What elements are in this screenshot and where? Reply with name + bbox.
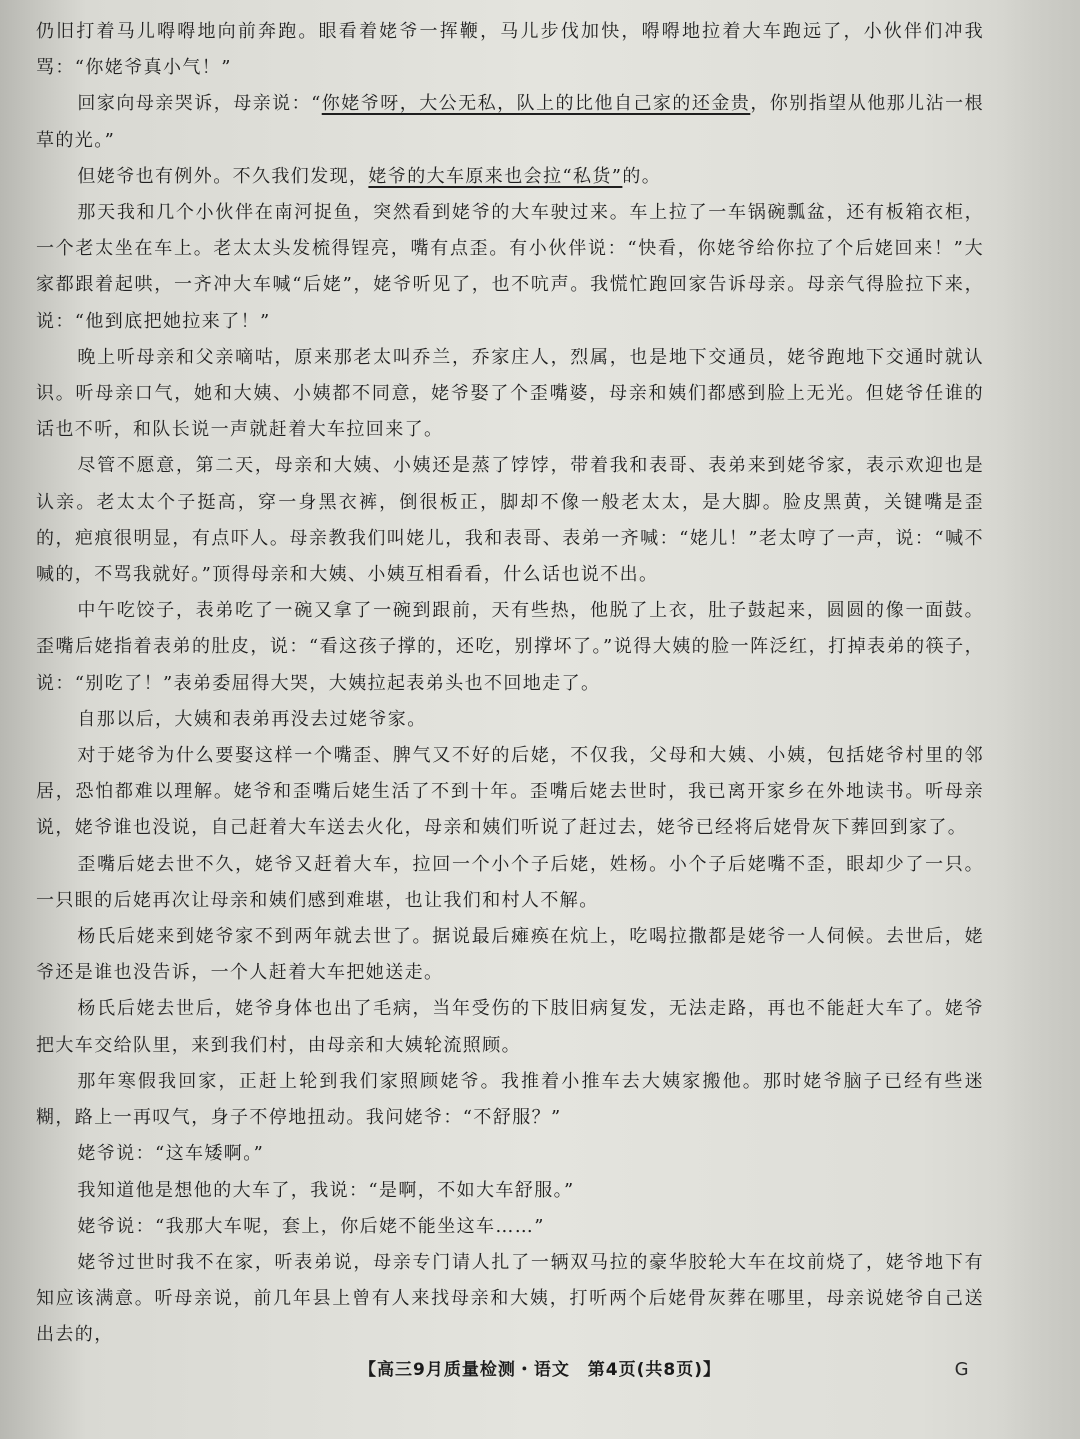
paragraph: 姥爷过世时我不在家，听表弟说，母亲专门请人扎了一辆双马拉的豪华胶轮大车在坟前烧了，姥爷地下有知应该满意。听母亲说，前几年县上曾有人来找母亲和大姨，打听两个后姥骨灰葬在哪里，母亲说姥爷自己送出去的， bbox=[36, 1251, 984, 1346]
paragraph-text: ，你别指望从他那儿沾一根草的光。” bbox=[36, 93, 984, 151]
paragraph: 我知道他是想他的大车了，我说：“是啊，不如大车舒服。” bbox=[77, 1179, 575, 1201]
paragraph: 中午吃饺子，表弟吃了一碗又拿了一碗到跟前，天有些热，他脱了上衣，肚子鼓起来，圆圆的像一面鼓。歪嘴后姥指着表弟的肚皮，说：“看这孩子撑的，还吃，别撑坏了。”说得大姨的脸一阵泛红，打掉表弟的筷子，说：“别吃了！”表弟委屈得大哭，大姨拉起表弟头也不回地走了。 bbox=[36, 600, 984, 694]
paragraph: 晚上听母亲和父亲嘀咕，原来那老太叫乔兰，乔家庄人，烈属，也是地下交通员，姥爷跑地下交通时就认识。听母亲口气，她和大姨、小姨都不同意，姥爷娶了个歪嘴婆，母亲和姨们都感到脸上无光。但姥爷任谁的话也不听，和队长说一声就赶着大车拉回来了。 bbox=[36, 346, 984, 441]
paragraph bbox=[36, 159, 984, 195]
article-body bbox=[36, 14, 984, 1354]
paragraph: 那天我和几个小伙伴在南河捉鱼，突然看到姥爷的大车驶过来。车上拉了一车锅碗瓢盆，还有板箱衣柜，一个老太坐在车上。老太太头发梳得锃亮，嘴有点歪。有小伙伴说：“快看，你姥爷给你拉了个后姥回来！”大家都跟着起哄，一齐冲大车喊“后姥”，姥爷听见了，也不吭声。我慌忙跑回家告诉母亲。母亲气得脸拉下来，说：“他到底把她拉来了！” bbox=[36, 202, 984, 332]
paragraph: 杨氏后姥去世后，姥爷身体也出了毛病，当年受伤的下肢旧病复发，无法走路，再也不能赶大车了。姥爷把大车交给队里，来到我们村，由母亲和大姨轮流照顾。 bbox=[36, 998, 984, 1056]
paragraph bbox=[36, 86, 984, 158]
paragraph-text: 但姥爷也有例外。不久我们发现， bbox=[77, 165, 369, 187]
paragraph: 杨氏后姥来到姥爷家不到两年就去世了。据说最后瘫痪在炕上，吃喝拉撒都是姥爷一人伺候。去世后，姥爷还是谁也没告诉，一个人赶着大车把她送走。 bbox=[36, 926, 984, 984]
paragraph: 歪嘴后姥去世不久，姥爷又赶着大车，拉回一个小个子后姥，姓杨。小个子后姥嘴不歪，眼却少了一只。一只眼的后姥再次让母亲和姨们感到难堪，也让我们和村人不解。 bbox=[36, 853, 984, 911]
paragraph: 姥爷说：“这车矮啊。” bbox=[77, 1143, 265, 1165]
paragraph: 自那以后，大姨和表弟再没去过姥爷家。 bbox=[77, 708, 427, 730]
paragraph: 尽管不愿意，第二天，母亲和大姨、小姨还是蒸了饽饽，带着我和表哥、表弟来到姥爷家，表示欢迎也是认亲。老太太个子挺高，穿一身黑衣裤，倒很板正，脚却不像一般老太太，是大脚。脸皮黑黄，关键嘴是歪的，疤痕很明显，有点吓人。母亲教我们叫姥儿，我和表哥、表弟一齐喊：“姥儿！”老太哼了一声，说：“喊不喊的，不骂我就好。”顶得母亲和大姨、小姨互相看看，什么话也说不出。 bbox=[36, 455, 984, 586]
version-mark: G bbox=[954, 1359, 970, 1380]
page-footer: 【高三9月质量检测・语文 第4页(共8页)】 bbox=[358, 1360, 722, 1380]
paragraph-text: 的。 bbox=[622, 165, 662, 187]
paragraph: 对于姥爷为什么要娶这样一个嘴歪、脾气又不好的后姥，不仅我，父母和大姨、小姨，包括姥爷村里的邻居，恐怕都难以理解。姥爷和歪嘴后姥生活了不到十年。歪嘴后姥去世时，我已离开家乡在外地读书。听母亲说，姥爷谁也没说，自己赶着大车送去火化，母亲和姨们听说了赶过去，姥爷已经将后姥骨灰下葬回到家了。 bbox=[36, 745, 984, 839]
underlined-sentence: 你姥爷呀，大公无私，队上的比他自己家的还金贵 bbox=[321, 93, 751, 115]
paragraph: 姥爷说：“我那大车呢，套上，你后姥不能坐这车……” bbox=[77, 1215, 545, 1237]
paragraph: 那年寒假我回家，正赶上轮到我们家照顾姥爷。我推着小推车去大姨家搬他。那时姥爷脑子已经有些迷糊，路上一再叹气，身子不停地扭动。我问姥爷：“不舒服？” bbox=[36, 1070, 984, 1129]
paragraph-text: 回家向母亲哭诉，母亲说：“ bbox=[77, 93, 322, 115]
paragraph: 仍旧打着马儿嘚嘚地向前奔跑。眼看着姥爷一挥鞭，马儿步伐加快，嘚嘚地拉着大车跑远了，小伙伴们冲我骂：“你姥爷真小气！” bbox=[36, 21, 984, 79]
underlined-sentence: 姥爷的大车原来也会拉“私货” bbox=[368, 165, 623, 187]
